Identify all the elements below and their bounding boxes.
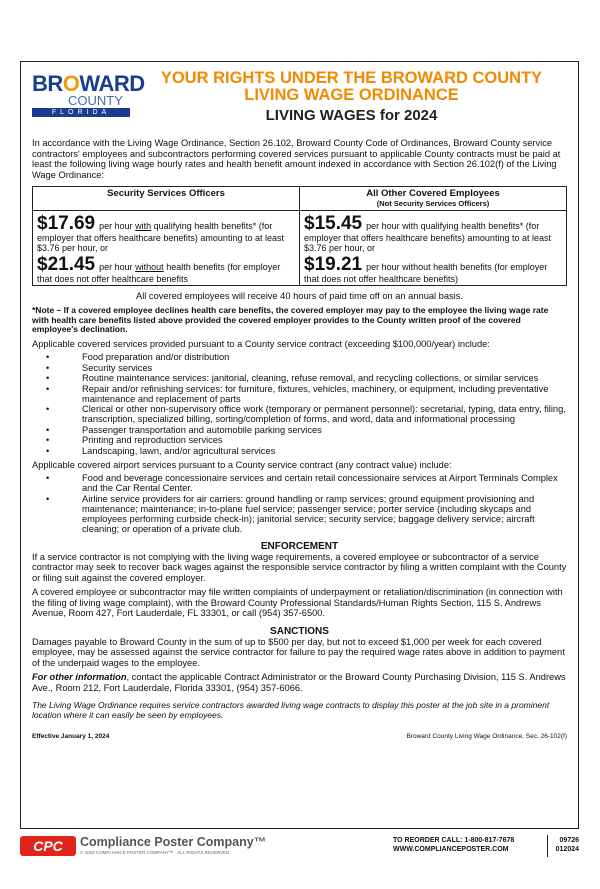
intro-paragraph: In accordance with the Living Wage Ordinance, Section 26.102, Broward County Code of Ordinances, Broward County service contractors' employees and subcontractors performing covered services pursuant to applicable County contracts must be paid at least the following living wage hourly rates and health benefit amount indexed in accordance with Section 26.102(f) of the Living Wage Ordinance:: [32, 138, 561, 180]
poster-codes: [556, 836, 579, 854]
airport-services-intro: Applicable covered airport services pursuant to a County service contract (any contract value) include:: [32, 459, 452, 470]
other-information: For other information, contact the applicable Contract Administrator or the Broward County Purchasing Division, 115 S. Andrews Ave., Room 212, Fort Lauderdale, Florida 33301, (954) 357-6066.: [32, 672, 566, 693]
other-with-benefits: $15.45 per hour with qualifying health benefits* (for employer that offers healthcare benefits) amounting to at least $3.76 per hour, or: [304, 213, 551, 253]
security-rates: [33, 211, 300, 286]
website-link[interactable]: WWW.COMPLIANCEPOSTER.COM: [393, 846, 509, 853]
list-item: • Landscaping, lawn, and/or agricultural services: [32, 446, 567, 456]
reorder-info: [393, 836, 514, 854]
security-heading: Security Services Officers: [33, 187, 300, 211]
display-requirement-note: The Living Wage Ordinance requires service contractors awarded living wage contracts to display this poster at the job site in a prominent location where it can easily be seen by employees.: [32, 700, 550, 720]
list-item: • Passenger transportation and automobile parking services: [32, 425, 567, 435]
footer-divider: [547, 835, 548, 857]
enforcement-paragraph-1: If a service contractor is not complying with the living wage requirements, a covered employee or subcontractor of a service contractor may seek to recover back wages against the responsible service contractor by filing a written complaint with the County or filing suit against the covered employer.: [32, 551, 567, 583]
other-rates: [300, 211, 567, 286]
effective-row: [32, 733, 567, 740]
company-name: Compliance Poster Company™: [80, 835, 267, 849]
title-line-1: YOUR RIGHTS UNDER THE BROWARD COUNTY: [160, 69, 543, 87]
sanctions-heading: SANCTIONS: [270, 625, 329, 637]
list-item: • Airline service providers for air carriers: ground handling or ramp services; ground equipment provisioning and maintenance; maintenance; in-to-plane fuel service; passenger service; porter service (including skycaps and employees performing curbside check-in); janitorial service; security service; baggage delivery service; aircraft cleaning; or operation of a private club.: [32, 494, 567, 534]
poster-code: 09726: [559, 837, 579, 844]
list-item: • Printing and reproduction services: [32, 435, 567, 445]
services-intro: Applicable covered services provided pursuant to a County service contract (exceeding $100,000/year) include:: [32, 338, 490, 349]
effective-date: Effective January 1, 2024: [32, 733, 110, 740]
poster-titles: [136, 70, 567, 124]
services-list: [32, 352, 567, 456]
publisher-footer: [20, 832, 579, 862]
poster-subtitle: LIVING WAGES for 2024: [265, 107, 438, 124]
declination-note: *Note – If a covered employee declines health care benefits, the covered employer may pay to the employee the living wage rate with health care benefits listed above provided the covered employer provides to the County written proof of the covered employee's declination.: [32, 305, 549, 334]
list-item: • Security services: [32, 363, 567, 373]
ordinance-citation: Broward County Living Wage Ordinance, Sec. 26-102(f): [406, 733, 567, 740]
enforcement-paragraph-2: A covered employee or subcontractor may file written complaints of underpayment or retaliation/discrimination (in connection with the filing of living wage complaint), with the Broward County Professional Standards/Human Rights Section, 115 S. Andrews Avenue, Room 427, Fort Lauderdale, FL 33301, or call (954) 357-6500.: [32, 587, 563, 618]
reorder-phone: TO REORDER CALL: 1-800-817-7678: [393, 837, 515, 844]
other-without-benefits: $19.21 per hour without health benefits (for employer that does not offer healthcare benefits): [304, 254, 548, 284]
sanctions-paragraph: Damages payable to Broward County in the sum of up to $500 per day, but not to exceed $1,000 per week for each covered employee, may be assessed against the service contractor for failure to pay the required wage rates above in addition to payment of the underpaid wages to the employee.: [32, 636, 565, 668]
security-with-benefits: $17.69 per hour with qualifying health benefits* (for employer that offers healthcare benefits) amounting to at least $3.76 per hour, or: [37, 213, 284, 253]
list-item: • Food preparation and/or distribution: [32, 352, 567, 362]
poster: [20, 61, 579, 829]
list-item: • Food and beverage concessionaire services and certain retail concessionaire services at Airport Terminals Complex and the Car Rental Center.: [32, 473, 567, 493]
broward-county-logo: BROWARD COUNTY FLORIDA: [32, 71, 145, 116]
list-item: • Routine maintenance services: janitorial, cleaning, refuse removal, and recycling collections, or similar services: [32, 373, 567, 383]
list-item: • Clerical or other non-supervisory office work (temporary or permanent personnel): secretarial, typing, data entry, filing, transcription, specialized billing, sorting/completion of forms, and word, data and informational processing: [32, 404, 567, 424]
cpc-logo-icon: [20, 836, 76, 856]
poster-header: [32, 70, 567, 138]
title-line-2: LIVING WAGE ORDINANCE: [244, 86, 459, 104]
pto-statement: All covered employees will receive 40 hours of paid time off on an annual basis.: [136, 291, 463, 301]
enforcement-heading: ENFORCEMENT: [260, 540, 339, 552]
sun-icon: O: [62, 71, 80, 96]
svg-text:CPC: CPC: [33, 838, 63, 854]
wage-rates-table: [32, 186, 567, 286]
copyright: © 2023 COMPLIANCE POSTER COMPANY™ · ALL RIGHTS RESERVED.: [80, 850, 231, 855]
security-without-benefits: $21.45 per hour without health benefits (for employer that does not offer healthcare benefits: [37, 254, 281, 284]
list-item: • Repair and/or refinishing services: for furniture, fixtures, vehicles, machinery, or equipment, including preventative maintenance and replacement of parts: [32, 384, 567, 404]
other-heading: All Other Covered Employees (Not Security Services Officers): [300, 187, 567, 211]
revision-code: 012024: [555, 846, 579, 853]
airport-services-list: [32, 473, 567, 534]
